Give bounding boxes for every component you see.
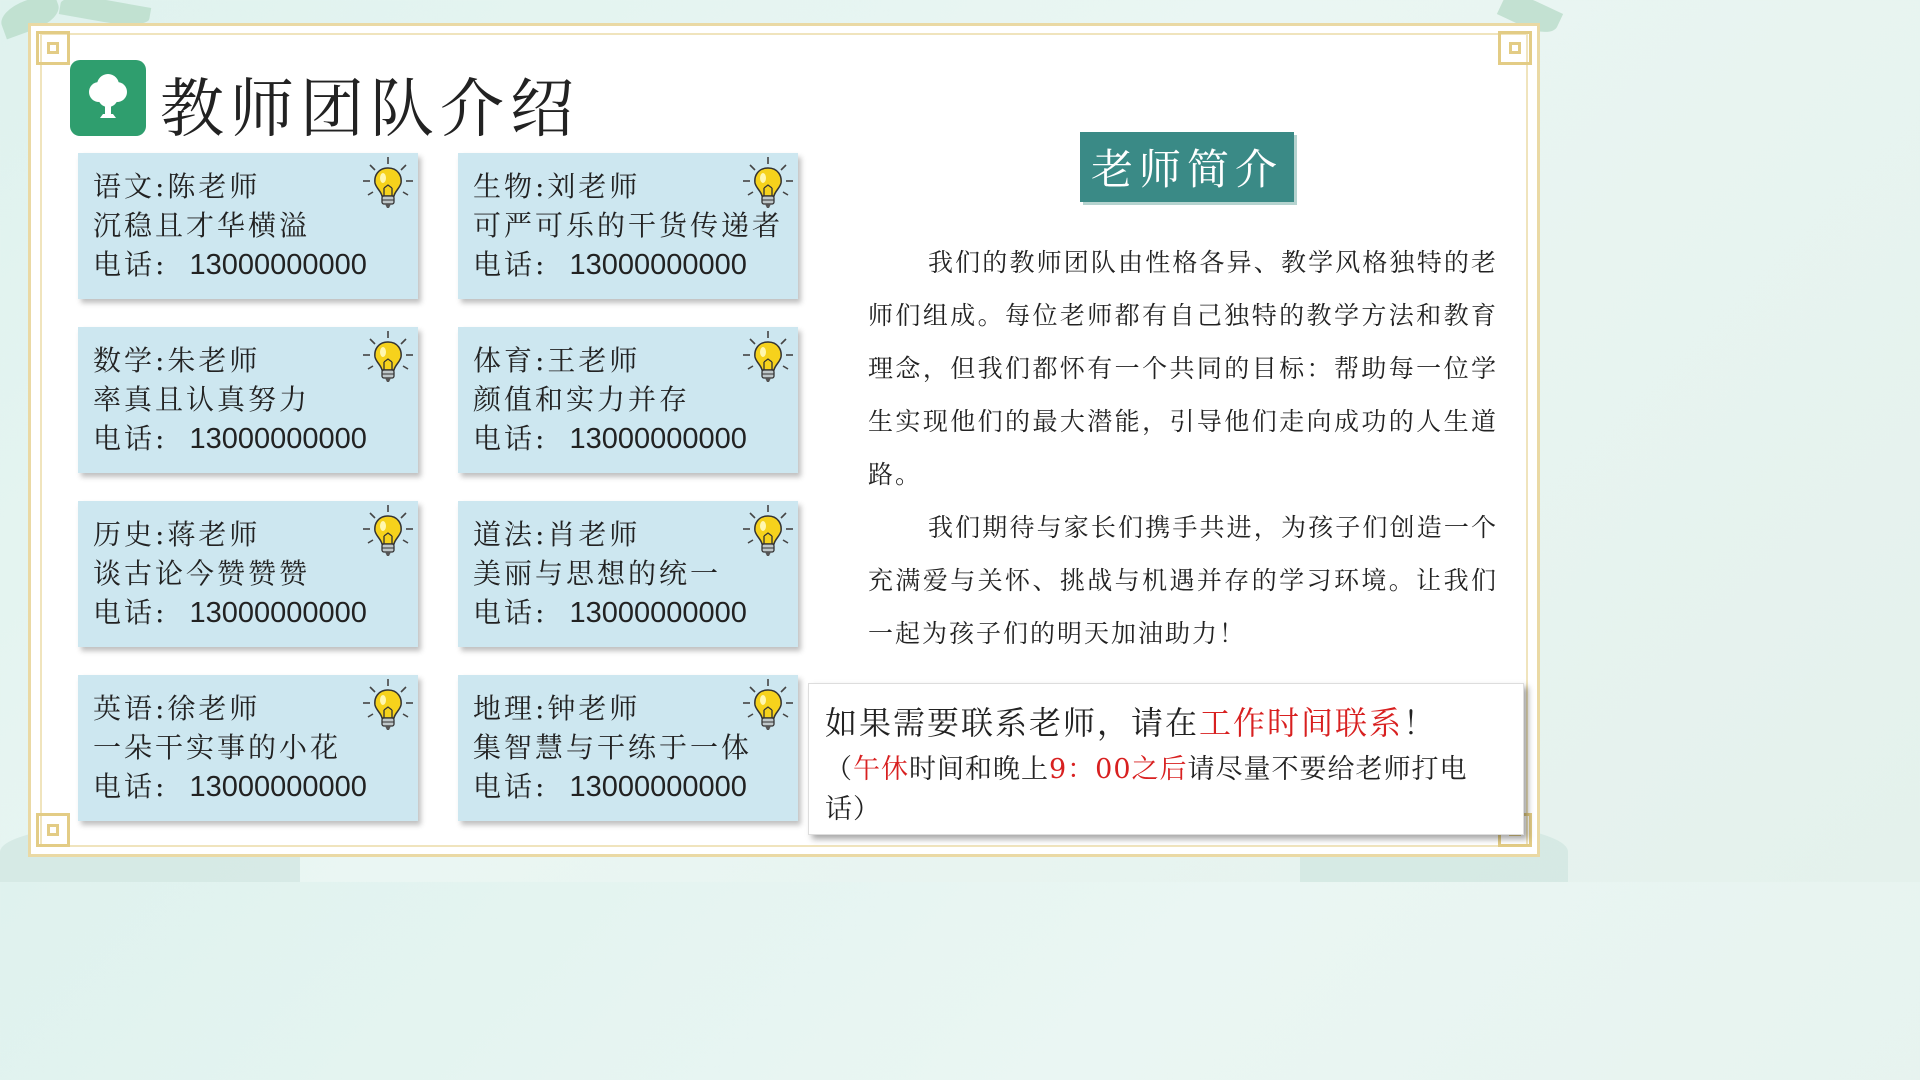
contact-notice-line2 [825,750,1507,830]
contact-highlight: 午休 [853,754,909,785]
teacher-description: 沉稳且才华横溢 [93,209,311,242]
teacher-phone [93,767,418,807]
teacher-card [458,501,798,647]
teacher-card [458,327,798,473]
lightbulb-icon [360,155,416,213]
teacher-description: 一朵干实事的小花 [93,731,342,764]
teacher-description: 可严可乐的干货传递者 [473,209,784,242]
frame-corner-ornament [36,31,70,65]
contact-text: 请尽量不要给老师打电话） [825,754,1468,825]
phone-label: 电话: [473,248,548,281]
phone-label: 电话: [473,596,548,629]
lightbulb-icon [360,329,416,387]
intro-paragraph-1: 我们的教师团队由性格各异、教学风格独特的老师们组成。每位老师都有自己独特的教学方法和教育理念，但我们都怀有一个共同的目标：帮助每一位学生实现他们的最大潜能，引导他们走向成功的人生道路。 [868,248,1498,489]
teacher-subject-name: 语文:陈老师 [93,170,261,203]
teacher-card [458,153,798,299]
phone-number: 13000000000 [189,771,367,803]
teacher-phone [93,419,418,459]
contact-text: ！ [1403,704,1438,742]
teacher-subject-name: 数学:朱老师 [93,344,261,377]
phone-label: 电话: [93,596,168,629]
teacher-subject-name: 历史:蒋老师 [93,518,261,551]
lightbulb-icon [740,677,796,735]
intro-badge: 老师简介 [1080,132,1294,202]
teacher-card [78,675,418,821]
teacher-phone [473,593,798,633]
teacher-phone [473,767,798,807]
teacher-description: 美丽与思想的统一 [473,557,722,590]
teacher-card [78,501,418,647]
lightbulb-icon [360,503,416,561]
teacher-phone [93,593,418,633]
lightbulb-icon [360,677,416,735]
teacher-card [78,153,418,299]
phone-number: 13000000000 [189,423,367,455]
teacher-card [78,327,418,473]
page-title: 教师团队介绍 [160,73,580,147]
teacher-subject-name: 英语:徐老师 [93,692,261,725]
lightbulb-icon [740,155,796,213]
intro-text [868,236,1498,660]
teacher-description: 集智慧与干练于一体 [473,731,753,764]
contact-text: 时间和晚上 [909,754,1049,785]
contact-notice-line1 [825,698,1507,744]
phone-number: 13000000000 [569,771,747,803]
phone-number: 13000000000 [569,597,747,629]
phone-number: 13000000000 [189,597,367,629]
lightbulb-icon [740,503,796,561]
phone-number: 13000000000 [189,249,367,281]
teacher-subject-name: 体育:王老师 [473,344,641,377]
contact-text: （ [825,754,853,785]
contact-highlight: 工作时间联系 [1199,704,1404,742]
teacher-subject-name: 道法:肖老师 [473,518,641,551]
phone-label: 电话: [473,770,548,803]
phone-label: 电话: [93,422,168,455]
phone-label: 电话: [93,770,168,803]
contact-notice [808,683,1524,835]
lightbulb-icon [740,329,796,387]
teacher-card [458,675,798,821]
teacher-description: 颜值和实力并存 [473,383,691,416]
contact-highlight: 9：00之后 [1049,754,1188,785]
phone-label: 电话: [473,422,548,455]
tree-icon [70,60,146,136]
contact-text: 如果需要联系老师，请在 [825,704,1200,742]
teacher-description: 谈古论今赞赞赞 [93,557,311,590]
teacher-phone [473,245,798,285]
teacher-phone [473,419,798,459]
phone-number: 13000000000 [569,249,747,281]
frame-corner-ornament [36,813,70,847]
teacher-subject-name: 地理:钟老师 [473,692,641,725]
intro-paragraph-2: 我们期待与家长们携手共进，为孩子们创造一个充满爱与关怀、挑战与机遇并存的学习环境。让我们一起为孩子们的明天加油助力！ [868,513,1498,648]
teacher-phone [93,245,418,285]
phone-number: 13000000000 [569,423,747,455]
teacher-subject-name: 生物:刘老师 [473,170,641,203]
frame-corner-ornament [1498,31,1532,65]
phone-label: 电话: [93,248,168,281]
teacher-description: 率真且认真努力 [93,383,311,416]
